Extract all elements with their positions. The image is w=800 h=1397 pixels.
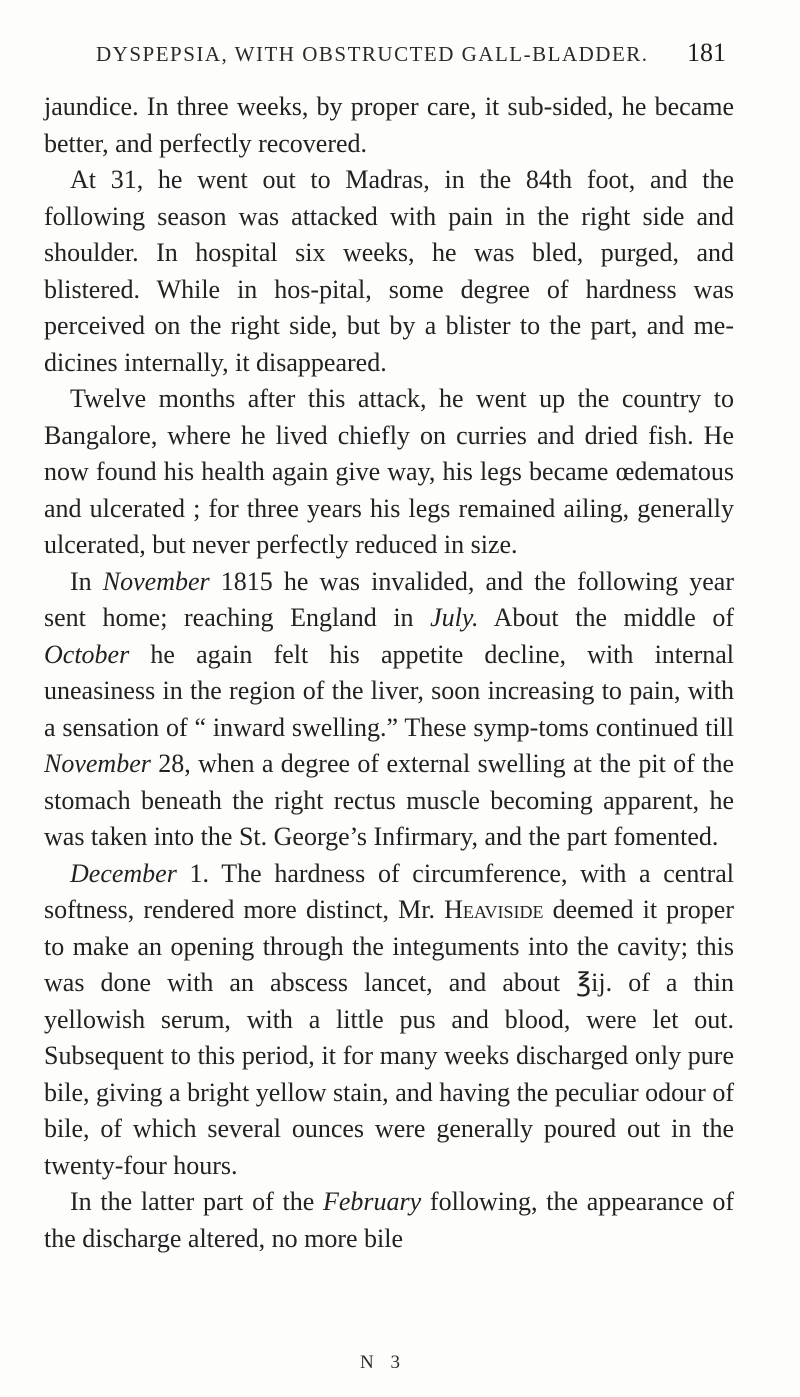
text-run: 28, when a degree of external swelling at the pit of the stomach beneath the right rectus muscle becoming apparent, he was taken into the St. George’s Infirmary, and the part fomented.	[44, 749, 734, 851]
paragraph	[44, 89, 734, 162]
italic-text: July.	[430, 603, 479, 632]
running-head	[96, 38, 726, 67]
text-run: In	[70, 566, 103, 596]
text-run: Twelve months after this attack, he went up the country to Bangalore, where he lived chiefly on curries and dried fish. He now found his health again give way, his legs became œdematous and ulcerated ; for three years his legs remained ailing, generally ulcerated, but never perfectly reduced in size.	[44, 384, 734, 559]
italic-text: November	[44, 749, 151, 778]
italic-text: December	[70, 858, 177, 888]
text-run: deemed it proper to make an opening through the integuments into the cavity; this was done with an abscess lancet, and about ℥ij. of a thin yellowish serum, with a little pus and blood, were let out. Subsequent to this period, it for many weeks discharged only pure bile, giving a bright yellow stain, and having the peculiar odour of bile, of which several ounces were generally poured out in the twenty-four hours.	[44, 895, 735, 1180]
small-caps-name: Heaviside	[444, 895, 544, 924]
text-run: 1. The hardness of circumference, with a central softness, rendered more distinct, Mr.	[44, 858, 734, 924]
italic-text: October	[44, 639, 130, 669]
text-run: In the latter part of the	[70, 1187, 323, 1216]
text-run: About the middle of	[478, 603, 734, 632]
italic-text: February	[322, 1187, 422, 1216]
paragraph	[44, 162, 734, 381]
paragraph	[44, 1184, 734, 1257]
italic-text: November	[102, 566, 210, 596]
paragraph	[44, 564, 734, 856]
running-head-title: DYSPEPSIA, WITH OBSTRUCTED GALL-BLADDER.	[96, 42, 649, 66]
paragraph	[44, 856, 734, 1185]
page-number: 181	[687, 38, 726, 67]
text-run: At 31, he went out to Madras, in the 84th foot, and the following season was attacked with pain in the right side and shoulder. In hospital six weeks, he was bled, purged, and blistered. While in hos-pital, some degree of hardness was perceived on the right side, but by a blister to the part, and me-dicines internally, it disappeared.	[44, 165, 734, 377]
paragraph	[44, 381, 734, 564]
text-run: 1815 he was invalided, and the following year sent home; reaching England in	[44, 566, 734, 632]
text-run: following, the appearance of the discharge altered, no more bile	[44, 1187, 734, 1253]
text-run: he again felt his appetite decline, with internal uneasiness in the region of the liver, soon increasing to pain, with a sensation of “ inward swelling.” These symp-toms continued till	[44, 639, 734, 742]
body-text	[44, 89, 734, 1257]
text-run: jaundice. In three weeks, by proper care, it sub-sided, he became better, and perfectly recovered.	[44, 92, 734, 158]
signature-mark: N 3	[360, 1352, 406, 1373]
